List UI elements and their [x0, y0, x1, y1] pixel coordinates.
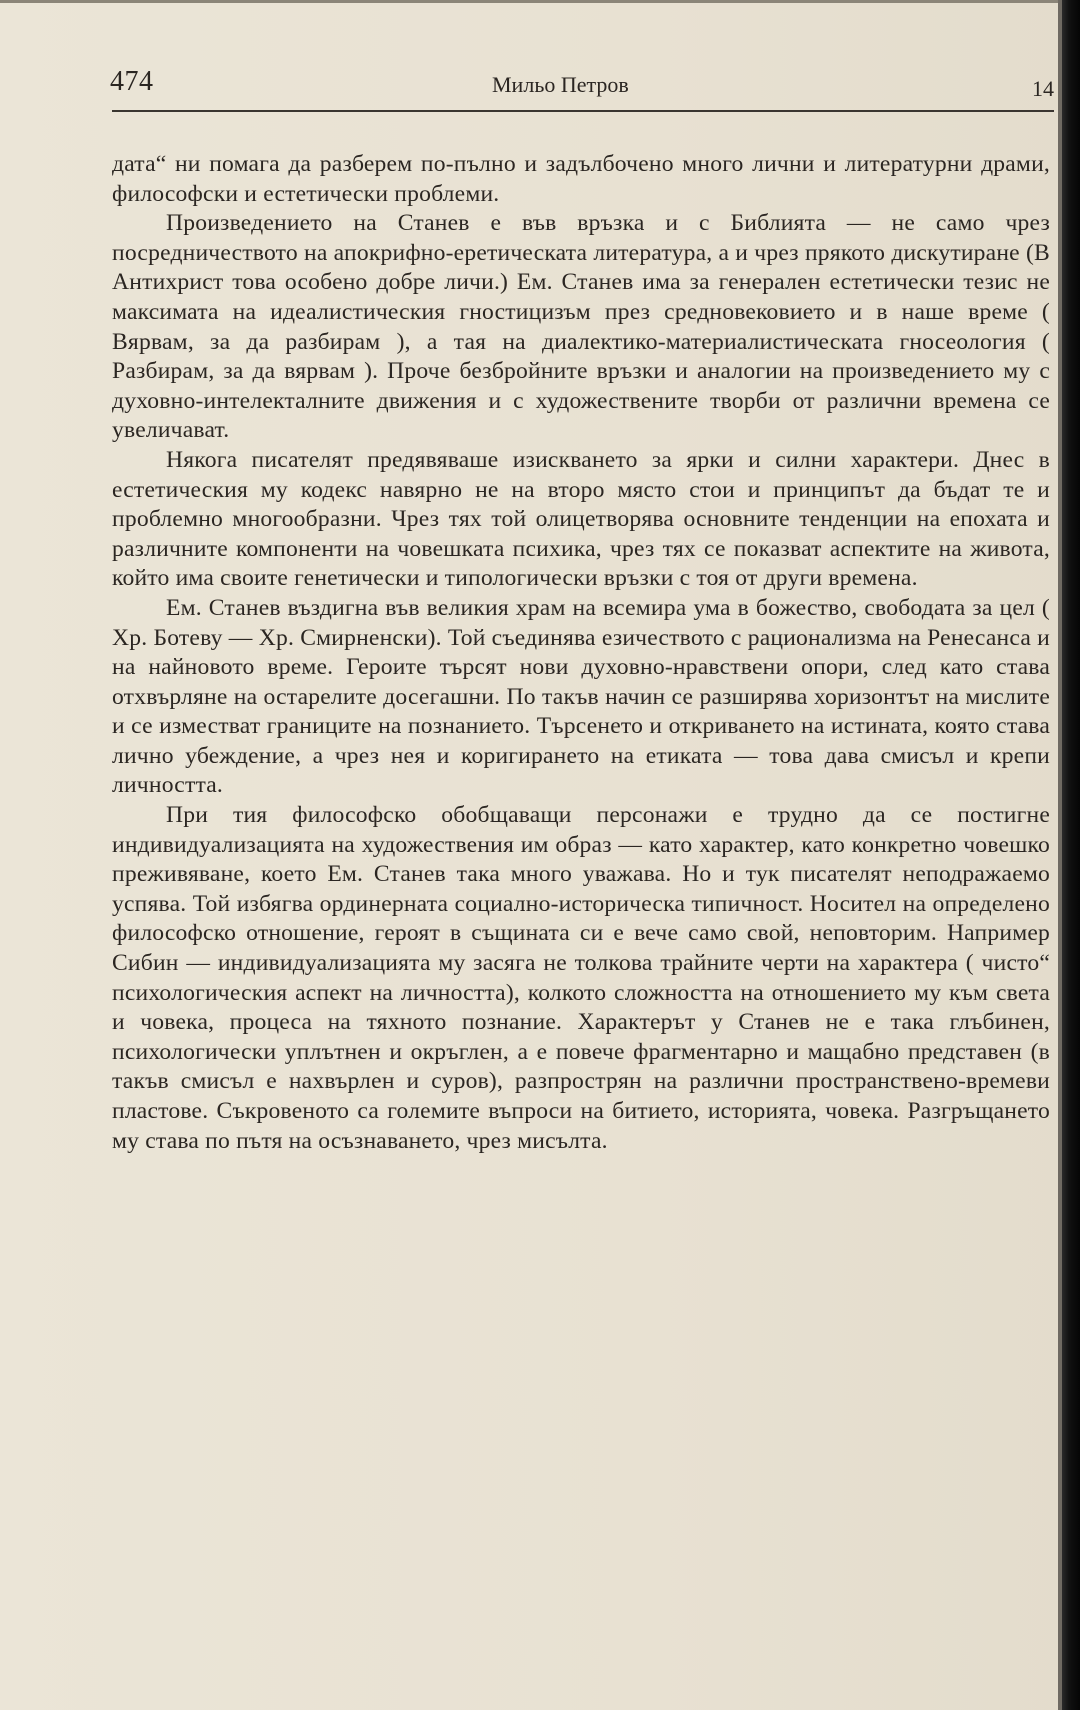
running-head-author: Мильо Петров — [492, 72, 629, 97]
chapter-mark: 14 — [1032, 76, 1054, 101]
page-number: 474 — [110, 66, 154, 97]
page-top-edge — [0, 0, 1080, 3]
paragraph-1: дата“ ни помага да разберем по-пълно и задълбочено много лични и литературни драми, философски и естетически проблеми. — [112, 151, 1050, 207]
paragraph-3: Някога писателят предявяваше изискването за ярки и силни характери. Днес в естетическия му кодекс навярно не на второ място стои и принципът да бъдат те и проблемно многообразни. Чрез тях той олицетворява основните тенденции на епохата и различните компоненти на човешката психика, чрез тях се показват аспектите на живота, който има своите генетически и типологически връзки с тоя от други времена. — [112, 446, 1050, 592]
page-header — [110, 66, 1054, 108]
page-dark-edge — [1062, 0, 1080, 1710]
body-text — [112, 150, 1050, 1156]
paragraph-5: При тия философско обобщаващи персонажи е трудно да се постигне индивидуализацията на художествения им образ — като характер, като конкретно човешко преживяване, което Ем. Станев така много уважава. Но и тук писателят неподражаемо успява. Той избягва ординерната социално-историческа типичност. Носител на определено философско отношение, героят в същината си е вече само свой, неповторим. Например Сибин — индивидуализацията му засяга не толкова трайните черти на характера ( чисто“ психологическия аспект на личността), колкото сложността на отношението му към света и човека, процеса на тяхното познание. Характерът у Станев не е така глъбинен, психологически уплътнен и окръглен, а е повече фрагментарно и мащабно представен (в такъв смисъл е нахвърлен и суров), разпрострян на различни пространствено-времеви пластове. Съкровеното са големите въпроси на битието, историята, човека. Разгръщането му става по пътя на осъзнаването, чрез мисълта. — [112, 802, 1050, 1154]
paragraph-4: Ем. Станев въздигна във великия храм на всемира ума в божество, свободата за цел ( Хр. Ботеву — Хр. Смирненски). Той съединява езичеството с рационализма на Ренесанса и на найновото време. Героите търсят нови духовно-нравствени опори, след като става отхвърляне на остарелите досегашни. По такъв начин се разширява хоризонтът на мислите и се изместват границите на познанието. Търсенето и откриването на истината, която става лично убеждение, а чрез нея и коригирането на етиката — това дава смисъл и крепи личността. — [112, 594, 1050, 799]
paragraph-2: Произведението на Станев е във връзка и с Библията — не само чрез посредничеството на апокрифно-еретическата литература, а и чрез прякото дискутиране (В Антихрист това особено добре личи.) Ем. Станев има за генерален естетически тезис не максимата на идеалистическия гностицизъм през средновековието и в наше време ( Вярвам, за да разбирам ), а тая на диалектико-материалистическата гносеология ( Разбирам, за да вярвам ). Проче безбройните връзки и аналогии на произведението му с духовно-интелекталните движения и с художествените творби от различни времена се увеличават. — [112, 210, 1050, 444]
header-rule — [112, 110, 1054, 112]
